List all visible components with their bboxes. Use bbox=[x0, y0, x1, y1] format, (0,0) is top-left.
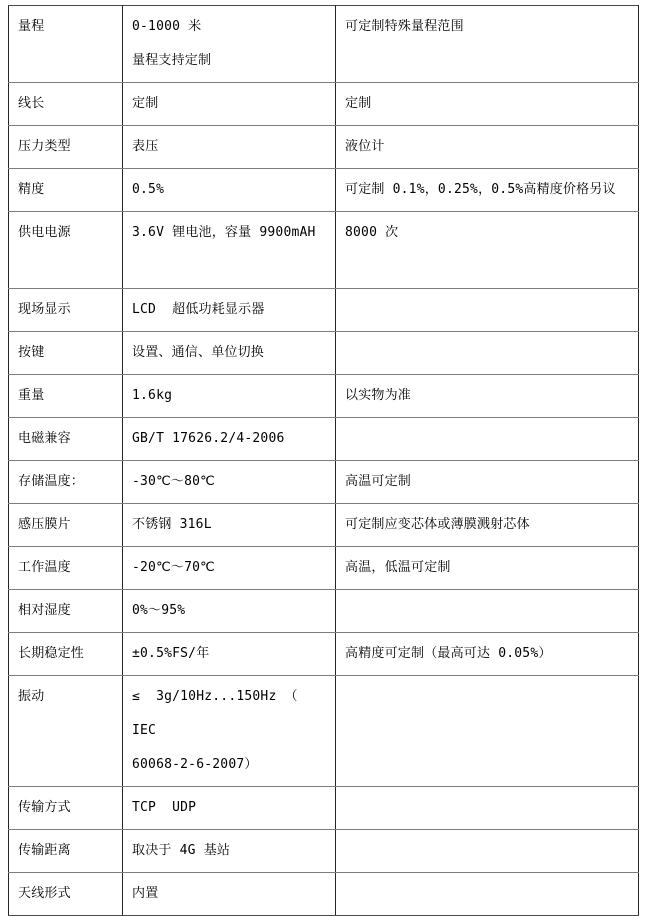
note-cell bbox=[336, 169, 639, 212]
param-label: 供电电源 bbox=[18, 225, 71, 240]
spec-table-body bbox=[9, 6, 639, 916]
note-cell bbox=[336, 873, 639, 916]
param-cell bbox=[9, 633, 123, 676]
param-label: 线长 bbox=[18, 96, 45, 111]
param-label: 存储温度： bbox=[18, 474, 85, 489]
table-row bbox=[9, 418, 639, 461]
param-label: 传输距离 bbox=[18, 843, 71, 858]
value-cell bbox=[123, 289, 336, 332]
param-cell bbox=[9, 676, 123, 787]
param-cell bbox=[9, 289, 123, 332]
cell-text: 内置 bbox=[132, 886, 159, 901]
value-cell bbox=[123, 787, 336, 830]
value-cell bbox=[123, 83, 336, 126]
cell-text: 定制 bbox=[345, 96, 372, 111]
param-cell bbox=[9, 830, 123, 873]
table-row bbox=[9, 873, 639, 916]
table-row bbox=[9, 461, 639, 504]
cell-text: 3.6V 锂电池，容量 9900mAH bbox=[132, 225, 316, 240]
param-label: 重量 bbox=[18, 388, 45, 403]
table-row bbox=[9, 830, 639, 873]
table-row bbox=[9, 676, 639, 787]
cell-text: 液位计 bbox=[345, 139, 385, 154]
table-row bbox=[9, 169, 639, 212]
param-label: 天线形式 bbox=[18, 886, 71, 901]
cell-text bbox=[132, 250, 327, 284]
param-cell bbox=[9, 332, 123, 375]
param-cell bbox=[9, 461, 123, 504]
value-cell bbox=[123, 212, 336, 289]
value-cell bbox=[123, 375, 336, 418]
value-cell bbox=[123, 547, 336, 590]
cell-text: 0-1000 米 bbox=[132, 19, 202, 34]
note-cell bbox=[336, 126, 639, 169]
value-cell bbox=[123, 873, 336, 916]
cell-text: 1.6kg bbox=[132, 388, 173, 403]
note-cell bbox=[336, 547, 639, 590]
table-row bbox=[9, 375, 639, 418]
table-row bbox=[9, 547, 639, 590]
note-cell bbox=[336, 212, 639, 289]
table-row bbox=[9, 212, 639, 289]
cell-text: 可定制特殊量程范围 bbox=[345, 19, 464, 34]
table-row bbox=[9, 289, 639, 332]
param-label: 现场显示 bbox=[18, 302, 71, 317]
cell-text: TCP UDP bbox=[132, 800, 197, 815]
note-cell bbox=[336, 590, 639, 633]
spec-table bbox=[8, 5, 639, 916]
value-cell bbox=[123, 6, 336, 83]
note-cell bbox=[336, 418, 639, 461]
cell-text: 取决于 4G 基站 bbox=[132, 843, 231, 858]
table-row bbox=[9, 787, 639, 830]
param-cell bbox=[9, 6, 123, 83]
param-label: 工作温度 bbox=[18, 560, 71, 575]
value-cell bbox=[123, 676, 336, 787]
cell-text: 设置、通信、单位切换 bbox=[132, 345, 265, 360]
note-cell bbox=[336, 375, 639, 418]
param-label: 压力类型 bbox=[18, 139, 71, 154]
cell-text: 可定制 0.1%，0.25%，0.5%高精度价格另议 bbox=[345, 182, 616, 197]
cell-text: 不锈钢 316L bbox=[132, 517, 212, 532]
table-row bbox=[9, 590, 639, 633]
param-cell bbox=[9, 873, 123, 916]
cell-text: 0%～95% bbox=[132, 603, 186, 618]
cell-text: 定制 bbox=[132, 96, 159, 111]
value-cell bbox=[123, 126, 336, 169]
note-cell bbox=[336, 787, 639, 830]
cell-text: ±0.5%FS/年 bbox=[132, 646, 210, 661]
cell-text: 60068-2-6-2007） bbox=[132, 757, 258, 772]
table-row bbox=[9, 6, 639, 83]
value-cell bbox=[123, 830, 336, 873]
param-cell bbox=[9, 787, 123, 830]
table-row bbox=[9, 332, 639, 375]
cell-text: 高精度可定制（最高可达 0.05%） bbox=[345, 646, 552, 661]
param-label: 传输方式 bbox=[18, 800, 71, 815]
param-cell bbox=[9, 126, 123, 169]
cell-text: GB/T 17626.2/4-2006 bbox=[132, 431, 285, 446]
param-cell bbox=[9, 375, 123, 418]
note-cell bbox=[336, 830, 639, 873]
note-cell bbox=[336, 504, 639, 547]
value-cell bbox=[123, 418, 336, 461]
cell-text: 表压 bbox=[132, 139, 159, 154]
table-row bbox=[9, 83, 639, 126]
param-cell bbox=[9, 212, 123, 289]
note-cell bbox=[336, 83, 639, 126]
cell-text: 高温可定制 bbox=[345, 474, 412, 489]
value-cell bbox=[123, 633, 336, 676]
param-label: 精度 bbox=[18, 182, 45, 197]
note-cell bbox=[336, 461, 639, 504]
value-cell bbox=[123, 169, 336, 212]
cell-text: 可定制应变芯体或薄膜溅射芯体 bbox=[345, 517, 530, 532]
cell-text: 8000 次 bbox=[345, 225, 399, 240]
table-row bbox=[9, 126, 639, 169]
cell-text: -30℃～80℃ bbox=[132, 474, 215, 489]
cell-text: 高温，低温可定制 bbox=[345, 560, 451, 575]
param-label: 相对湿度 bbox=[18, 603, 71, 618]
note-cell bbox=[336, 633, 639, 676]
param-label: 量程 bbox=[18, 19, 45, 34]
table-row bbox=[9, 504, 639, 547]
param-cell bbox=[9, 504, 123, 547]
value-cell bbox=[123, 332, 336, 375]
param-cell bbox=[9, 547, 123, 590]
note-cell bbox=[336, 289, 639, 332]
value-cell bbox=[123, 461, 336, 504]
cell-text: -20℃～70℃ bbox=[132, 560, 215, 575]
cell-text: LCD 超低功耗显示器 bbox=[132, 302, 265, 317]
cell-text: 0.5% bbox=[132, 182, 165, 197]
param-label: 按键 bbox=[18, 345, 45, 360]
param-label: 振动 bbox=[18, 689, 45, 704]
param-cell bbox=[9, 418, 123, 461]
param-label: 长期稳定性 bbox=[18, 646, 85, 661]
param-label: 电磁兼容 bbox=[18, 431, 71, 446]
value-cell bbox=[123, 504, 336, 547]
value-cell bbox=[123, 590, 336, 633]
cell-text: 量程支持定制 bbox=[132, 53, 212, 68]
cell-text: ≤ 3g/10Hz...150Hz （ IEC bbox=[132, 689, 306, 738]
cell-text: 以实物为准 bbox=[345, 388, 412, 403]
note-cell bbox=[336, 676, 639, 787]
param-cell bbox=[9, 169, 123, 212]
param-label: 感压膜片 bbox=[18, 517, 71, 532]
table-row bbox=[9, 633, 639, 676]
note-cell bbox=[336, 332, 639, 375]
note-cell bbox=[336, 6, 639, 83]
param-cell bbox=[9, 83, 123, 126]
param-cell bbox=[9, 590, 123, 633]
